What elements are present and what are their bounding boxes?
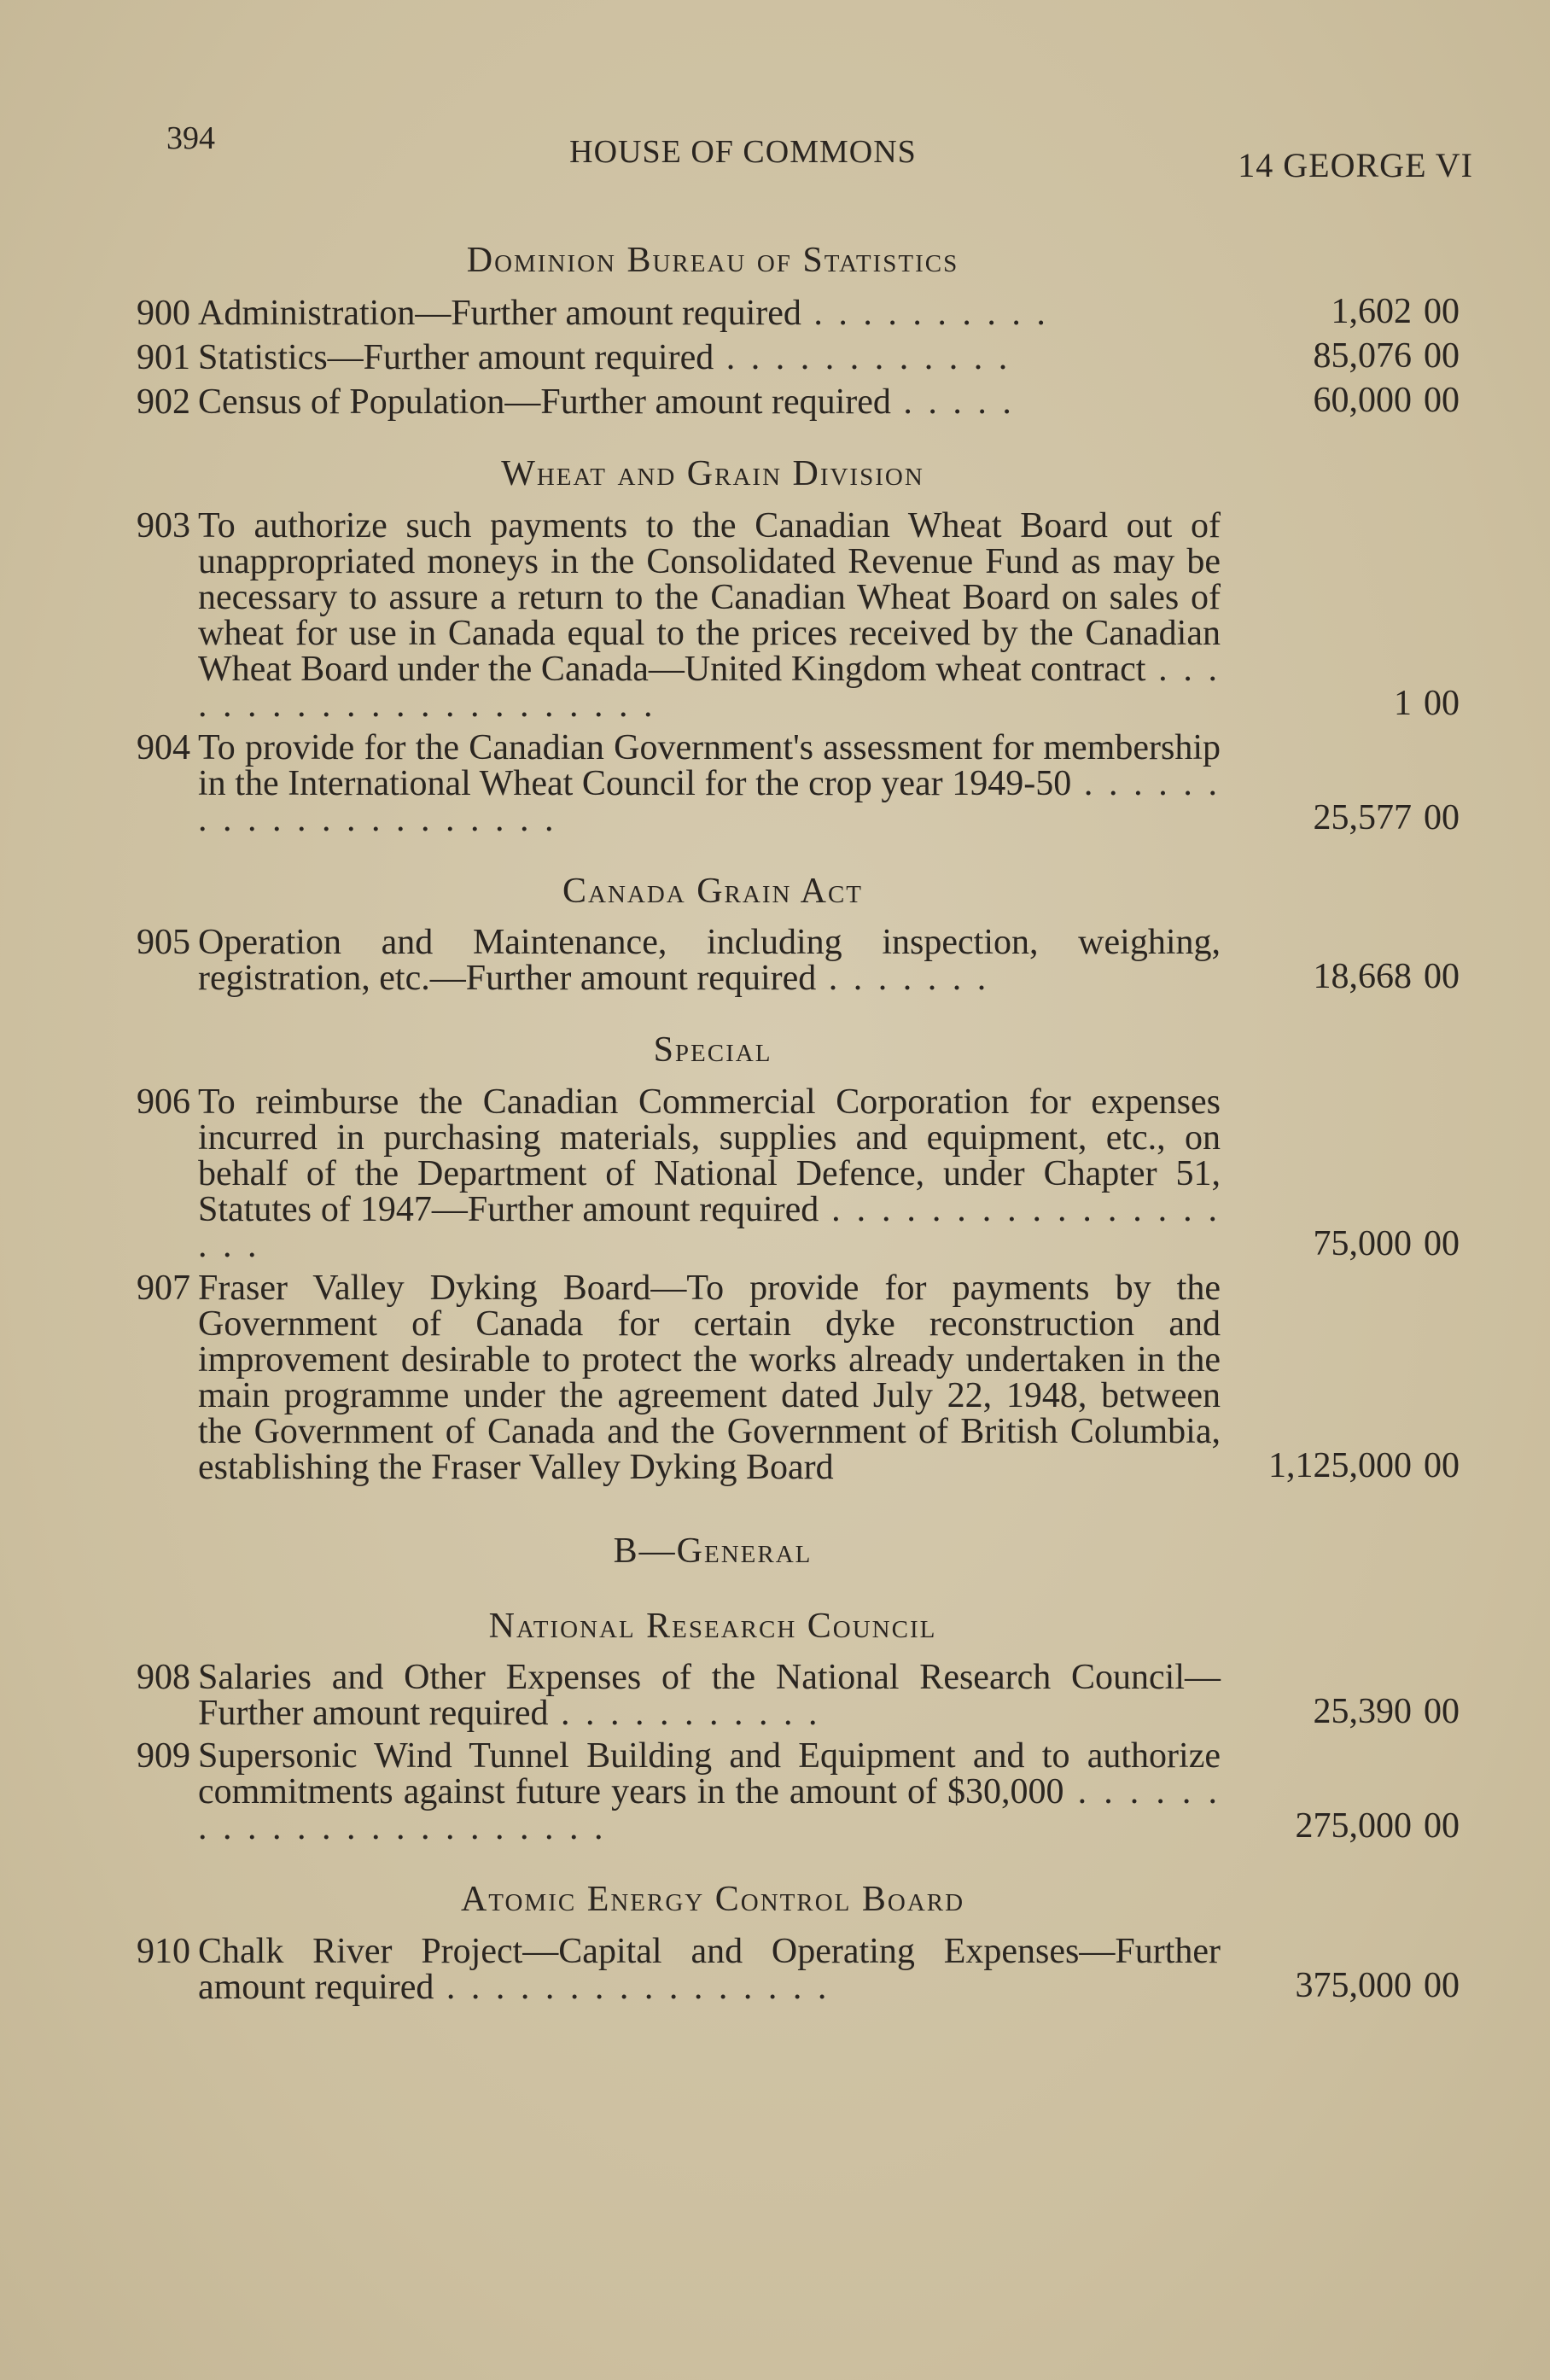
section-title: Atomic Energy Control Board [460, 1880, 965, 1920]
vote-number: 902 [137, 382, 190, 423]
vote-item [137, 292, 1477, 334]
vote-number: 904 [137, 727, 190, 767]
vote-amount: 1 00 [1394, 683, 1460, 723]
vote-amount: 25,390 00 [1313, 1692, 1460, 1732]
vote-amount: 375,000 00 [1295, 1965, 1460, 2005]
vote-item [137, 505, 1477, 725]
vote-number: 900 [137, 294, 190, 334]
section-title: Canada Grain Act [562, 871, 863, 911]
section-title: Special [653, 1030, 772, 1070]
session-label: 14 GEORGE VI [1238, 146, 1473, 184]
part-title: B—General [613, 1531, 813, 1571]
vote-amount: 275,000 00 [1295, 1806, 1460, 1846]
vote-amount: 25,577 00 [1313, 797, 1460, 837]
vote-number: 910 [137, 1931, 190, 1971]
vote-item [137, 381, 1477, 423]
vote-description: Administration—Further amount required . . . . . . . . . . [198, 294, 1049, 334]
vote-item [137, 1931, 1477, 2007]
vote-description: To reimburse the Canadian Commercial Corporation for expenses incurred in purchasing materials, supplies and equipment, etc., on behalf of the Department of National Defence, under Chapter 51, Statutes of 1947—Further amount required . . . . . . . . . . . . . . . . . . . [198, 1082, 1221, 1265]
vote-amount: 60,000 00 [1313, 381, 1460, 421]
vote-item [137, 1084, 1477, 1263]
page-number: 394 [166, 120, 215, 156]
vote-description: Operation and Maintenance, including inspection, weighing, registration, etc.—Further amount required . . . . . . . [198, 923, 1221, 999]
section-title: National Research Council [488, 1606, 937, 1646]
vote-description: To provide for the Canadian Government's assessment for membership in the International Wheat Council for the crop year 1949-50 . . . . . . . . . . . . . . . . . . . . . [198, 727, 1221, 839]
vote-description: Supersonic Wind Tunnel Building and Equipment and to authorize commitments against future years in the amount of $30,000 . . . . . . . . . . . . . . . . . . . . . . . [198, 1736, 1221, 1848]
vote-item [137, 1270, 1477, 1485]
vote-item [137, 923, 1477, 999]
vote-number: 905 [137, 923, 190, 963]
vote-amount: 1,125,000 00 [1268, 1445, 1460, 1485]
vote-number: 909 [137, 1736, 190, 1776]
page-header [166, 120, 1473, 184]
vote-number: 908 [137, 1658, 190, 1698]
vote-amount: 1,602 00 [1331, 292, 1460, 332]
vote-description: Statistics—Further amount required . . . . . . . . . . . . [198, 338, 1011, 378]
vote-number: 901 [137, 338, 190, 378]
vote-description: Census of Population—Further amount required . . . . . [198, 382, 1015, 423]
vote-description: Fraser Valley Dyking Board—To provide for payments by the Government of Canada for certain dyke reconstruction and improvement desirable to protect the works already undertaken in the main programme under the agreement dated July 22, 1948, between the Government of Canada and the Government of British Columbia, establishing the Fraser Valley Dyking Board [198, 1268, 1221, 1487]
vote-item [137, 338, 1477, 376]
vote-amount: 85,076 00 [1313, 336, 1460, 376]
estimates-body [137, 224, 1477, 2012]
vote-number: 903 [137, 505, 190, 545]
section-title: Wheat and Grain Division [501, 454, 924, 494]
vote-item [137, 1658, 1477, 1734]
vote-amount: 75,000 00 [1313, 1223, 1460, 1263]
vote-description: Salaries and Other Expenses of the National Research Council—Further amount required . . . . . . . . . . . [198, 1658, 1221, 1734]
vote-description: Chalk River Project—Capital and Operating Expenses—Further amount required . . . . . . . . . . . . . . . . [198, 1931, 1221, 2007]
vote-number: 906 [137, 1082, 190, 1122]
vote-item [137, 1738, 1477, 1846]
section-title: Dominion Bureau of Statistics [466, 241, 959, 280]
vote-number: 907 [137, 1268, 190, 1308]
vote-item [137, 727, 1477, 839]
vote-amount: 18,668 00 [1313, 957, 1460, 997]
running-title: HOUSE OF COMMONS [569, 134, 917, 170]
vote-description: To authorize such payments to the Canadian Wheat Board out of unappropriated moneys in the Consolidated Revenue Fund as may be necessary to assure a return to the Canadian Wheat Board on sales of wheat for use in Canada equal to the prices received by the Canadian Wheat Board under the Canada—United Kingdom wheat contract . . . . . . . . . . . . . . . . . . . . . . [198, 505, 1221, 725]
